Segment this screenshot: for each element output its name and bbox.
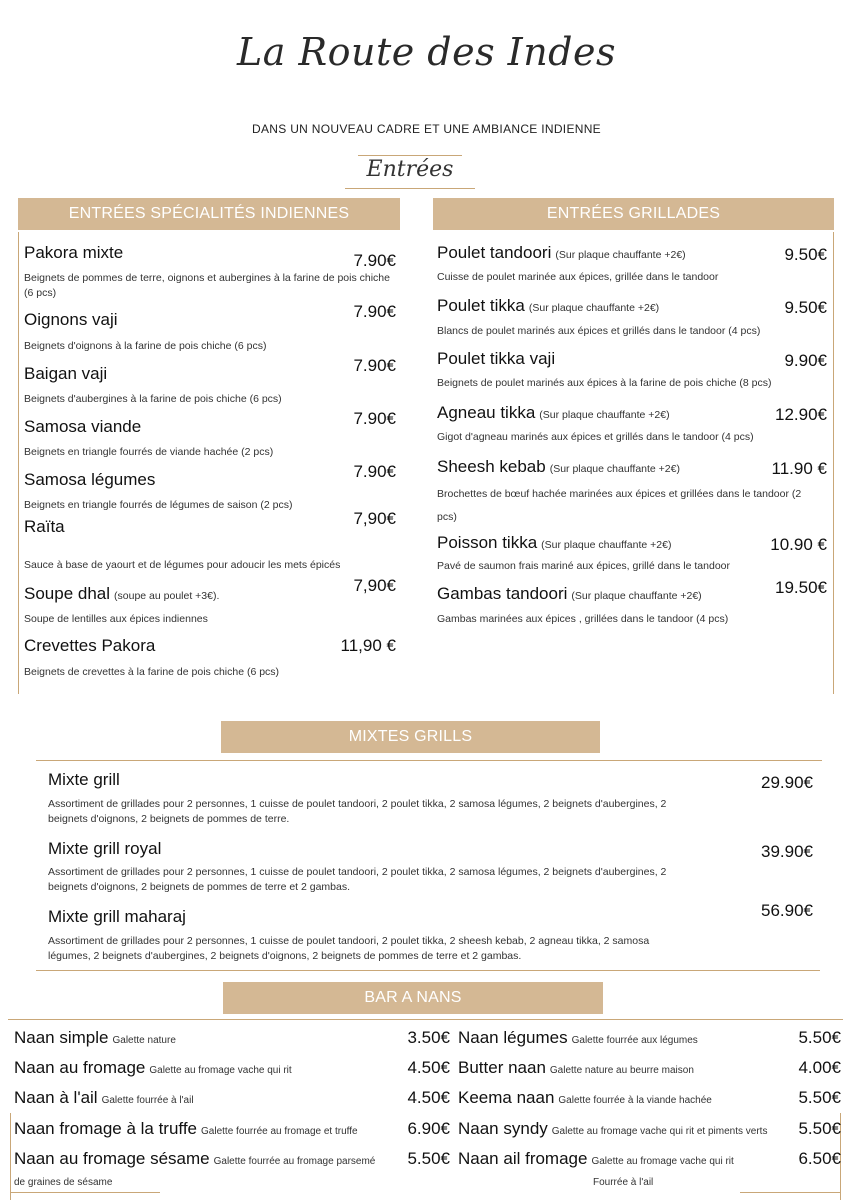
menu-item-price: 7.90€	[353, 302, 396, 321]
mixte-grill-price: 56.90€	[761, 901, 813, 920]
naan-title: Naan ail fromage	[458, 1149, 588, 1168]
menu-item-title: Agneau tikka	[437, 403, 536, 422]
band-bar-a-nans: BAR A NANS	[223, 982, 603, 1014]
menu-item-description: Gambas marinées aux épices , grillées dans le tandoor (4 pcs)	[437, 613, 729, 625]
menu-item-description: Pavé de saumon frais mariné aux épices, grillé dans le tandoor	[437, 560, 730, 572]
menu-item-price: 9.50€	[784, 298, 827, 317]
menu-item-note: (soupe au poulet +3€).	[114, 590, 220, 602]
menu-item-price: 11.90 €	[771, 459, 827, 478]
menu-item-price: 10.90 €	[770, 535, 827, 554]
naan-item-name	[14, 1119, 358, 1139]
menu-item-name	[24, 517, 65, 537]
section-bottom-line	[345, 188, 475, 189]
menu-item-price: 7.90€	[353, 409, 396, 428]
menu-item-name	[437, 403, 670, 423]
menu-item-description: Beignets d'aubergines à la farine de pois chiche (6 pcs)	[24, 393, 282, 405]
menu-item-title: Crevettes Pakora	[24, 636, 156, 655]
naan-title: Naan syndy	[458, 1119, 548, 1138]
menu-item-title: Samosa légumes	[24, 470, 156, 489]
menu-item-description: Cuisse de poulet marinée aux épices, grillée dans le tandoor	[437, 271, 719, 283]
menu-item-price: 7.90€	[353, 251, 396, 270]
naan-title: Keema naan	[458, 1088, 555, 1107]
menu-item-description: Beignets de poulet marinés aux épices à la farine de pois chiche (8 pcs)	[437, 377, 772, 389]
naan-description: Galette fourrée aux légumes	[571, 1035, 698, 1046]
band-entrees-specialites: ENTRÉES SPÉCIALITÉS INDIENNES	[18, 198, 400, 230]
naan-price: 6.90€	[407, 1119, 450, 1138]
menu-item-note: (Sur plaque chauffante +2€)	[528, 302, 660, 314]
naan-price: 6.50€	[798, 1149, 841, 1168]
menu-item-price: 9.50€	[784, 245, 827, 264]
naan-item-name	[14, 1088, 194, 1108]
menu-item-title: Samosa viande	[24, 417, 142, 436]
menu-item-title: Poulet tikka vaji	[437, 349, 556, 368]
menu-item-price: 11,90 €	[340, 636, 396, 655]
naan-title: Butter naan	[458, 1058, 546, 1077]
naan-item-name	[458, 1088, 712, 1108]
mixte-grill-name: Mixte grill	[48, 770, 120, 789]
menu-item-note: (Sur plaque chauffante +2€)	[541, 539, 672, 551]
naan-description: Galette fourrée au fromage et truffe	[201, 1126, 358, 1137]
naan-price: 3.50€	[407, 1028, 450, 1047]
naan-description: Galette au fromage vache qui rit	[149, 1065, 292, 1076]
menu-item-price: 7.90€	[353, 462, 396, 481]
naan-title: Naan au fromage	[14, 1058, 146, 1077]
menu-item-title: Pakora mixte	[24, 243, 124, 262]
naan-price: 4.00€	[798, 1058, 841, 1077]
menu-item-description: Gigot d'agneau marinés aux épices et grillés dans le tandoor (4 pcs)	[437, 431, 754, 443]
naan-price: 5.50€	[798, 1088, 841, 1107]
naan-description: Galette fourrée au fromage parsemé	[213, 1156, 376, 1167]
naans-top-line	[8, 1019, 843, 1020]
naan-description: Galette au fromage vache qui rit	[591, 1156, 734, 1167]
menu-item-title: Poulet tikka	[437, 296, 525, 315]
left-column-border	[18, 232, 19, 694]
menu-item-description: Beignets de crevettes à la farine de pois chiche (6 pcs)	[24, 666, 280, 678]
menu-item-name	[24, 417, 141, 437]
naan-item-name	[14, 1058, 292, 1078]
naan-title: Naan au fromage sésame	[14, 1149, 210, 1168]
naan-price: 5.50€	[798, 1119, 841, 1138]
mixte-grill-name: Mixte grill maharaj	[48, 907, 186, 926]
naan-price: 5.50€	[407, 1149, 450, 1168]
menu-item-title: Poulet tandoori	[437, 243, 552, 262]
menu-item-name	[24, 636, 155, 656]
menu-item-description: Beignets d'oignons à la farine de pois chiche (6 pcs)	[24, 340, 267, 352]
naan-item-name	[458, 1058, 694, 1078]
mixte-grill-description: Assortiment de grillades pour 2 personnes, 1 cuisse de poulet tandoori, 2 poulet tikka, 2 sheesh kebab, 2 agneau tikka, 2 samosa légumes, 2 beignets d'aubergines, 2 beignets d'oignons, 2 beignets de pommes de terre et 2 gambas.	[48, 935, 650, 962]
right-column-border	[833, 232, 834, 694]
menu-item-name	[24, 243, 123, 263]
restaurant-title: La Route des Indes	[237, 30, 616, 74]
menu-item-description: Blancs de poulet marinés aux épices et grillés dans le tandoor (4 pcs)	[437, 325, 761, 337]
menu-item-name	[437, 533, 671, 553]
mixtes-top-line	[36, 760, 822, 761]
menu-item-description: Soupe de lentilles aux épices indiennes	[24, 613, 208, 625]
naan-title: Naan à l'ail	[14, 1088, 98, 1107]
band-entrees-grillades: ENTRÉES GRILLADES	[433, 198, 834, 230]
mixte-grill-description: Assortiment de grillades pour 2 personnes, 1 cuisse de poulet tandoori, 2 poulet tikka, 2 samosa légumes, 2 beignets d'aubergines, 2 beignets d'oignons, 2 beignets de pommes de terre et 2 gambas.	[48, 866, 667, 893]
naan-description: Galette nature	[112, 1035, 176, 1046]
naan-price: 5.50€	[798, 1028, 841, 1047]
menu-item-name	[24, 364, 107, 384]
menu-item-name	[437, 243, 686, 263]
naan-description: Galette au fromage vache qui rit et piments verts	[551, 1126, 768, 1137]
menu-item-title: Oignons vaji	[24, 310, 118, 329]
menu-item-note: (Sur plaque chauffante +2€)	[571, 590, 702, 602]
menu-item-price: 19.50€	[775, 578, 827, 597]
menu-item-description: Beignets en triangle fourrés de viande hachée (2 pcs)	[24, 446, 274, 458]
menu-item-description: Sauce à base de yaourt et de légumes pour adoucir les mets épicés	[24, 559, 341, 571]
band-mixtes-grills: MIXTES GRILLS	[221, 721, 600, 753]
menu-item-name	[437, 296, 659, 316]
naan-price: 4.50€	[407, 1088, 450, 1107]
menu-item-title: Sheesh kebab	[437, 457, 546, 476]
naan-title: Naan simple	[14, 1028, 109, 1047]
menu-item-description: Brochettes de bœuf hachée marinées aux épices et grillées dans le tandoor (2 pcs)	[437, 488, 802, 523]
naan-description: Galette nature au beurre maison	[549, 1065, 694, 1076]
naan-title: Naan légumes	[458, 1028, 568, 1047]
menu-item-price: 9.90€	[784, 351, 827, 370]
naan-item-name	[14, 1149, 375, 1169]
menu-item-note: (Sur plaque chauffante +2€)	[549, 463, 680, 475]
naan-title: Naan fromage à la truffe	[14, 1119, 198, 1138]
menu-item-title: Soupe dhal	[24, 584, 111, 603]
naan-left-extra: de graines de sésame	[14, 1177, 113, 1188]
mixte-grill-name: Mixte grill royal	[48, 839, 162, 858]
naan-item-name	[458, 1149, 734, 1169]
menu-item-price: 7,90€	[353, 576, 396, 595]
menu-item-price: 7,90€	[353, 509, 396, 528]
naan-description: Galette fourrée à la viande hachée	[558, 1095, 712, 1106]
naans-bottom-left-line	[10, 1192, 160, 1193]
naan-right-extra: Fourrée à l'ail	[593, 1177, 654, 1188]
tagline: DANS UN NOUVEAU CADRE ET UNE AMBIANCE INDIENNE	[252, 122, 601, 136]
menu-item-name	[437, 584, 702, 604]
section-top-line	[358, 155, 462, 156]
menu-item-name	[437, 349, 555, 369]
menu-item-name	[24, 310, 118, 330]
naan-item-name	[458, 1028, 698, 1048]
mixte-grill-description: Assortiment de grillades pour 2 personnes, 1 cuisse de poulet tandoori, 2 poulet tikka, 2 samosa légumes, 2 beignets d'aubergines, 2 beignets d'oignons, 2 beignets de pommes de terre.	[48, 798, 667, 825]
menu-item-price: 12.90€	[775, 405, 827, 424]
naan-price: 4.50€	[407, 1058, 450, 1077]
menu-item-description: Beignets en triangle fourrés de légumes de saison (2 pcs)	[24, 499, 293, 511]
naan-description: Galette fourrée à l'ail	[101, 1095, 194, 1106]
menu-item-name	[24, 584, 219, 604]
mixte-grill-price: 29.90€	[761, 773, 813, 792]
mixte-grill-price: 39.90€	[761, 842, 813, 861]
menu-item-name	[437, 457, 680, 477]
mixtes-bottom-line	[36, 970, 820, 971]
naan-item-name	[458, 1119, 767, 1139]
menu-item-title: Poisson tikka	[437, 533, 538, 552]
naans-left-border	[10, 1113, 11, 1200]
naans-bottom-right-line	[740, 1192, 840, 1193]
menu-item-description: Beignets de pommes de terre, oignons et aubergines à la farine de pois chiche (6 pcs)	[24, 272, 390, 299]
menu-item-title: Baigan vaji	[24, 364, 108, 383]
menu-item-note: (Sur plaque chauffante +2€)	[539, 409, 670, 421]
menu-item-title: Gambas tandoori	[437, 584, 568, 603]
naan-item-name	[14, 1028, 176, 1048]
menu-item-note: (Sur plaque chauffante +2€)	[555, 249, 686, 261]
menu-item-name	[24, 470, 155, 490]
menu-item-title: Raïta	[24, 517, 65, 536]
menu-item-price: 7.90€	[353, 356, 396, 375]
section-title-entrees: Entrées	[366, 157, 454, 182]
